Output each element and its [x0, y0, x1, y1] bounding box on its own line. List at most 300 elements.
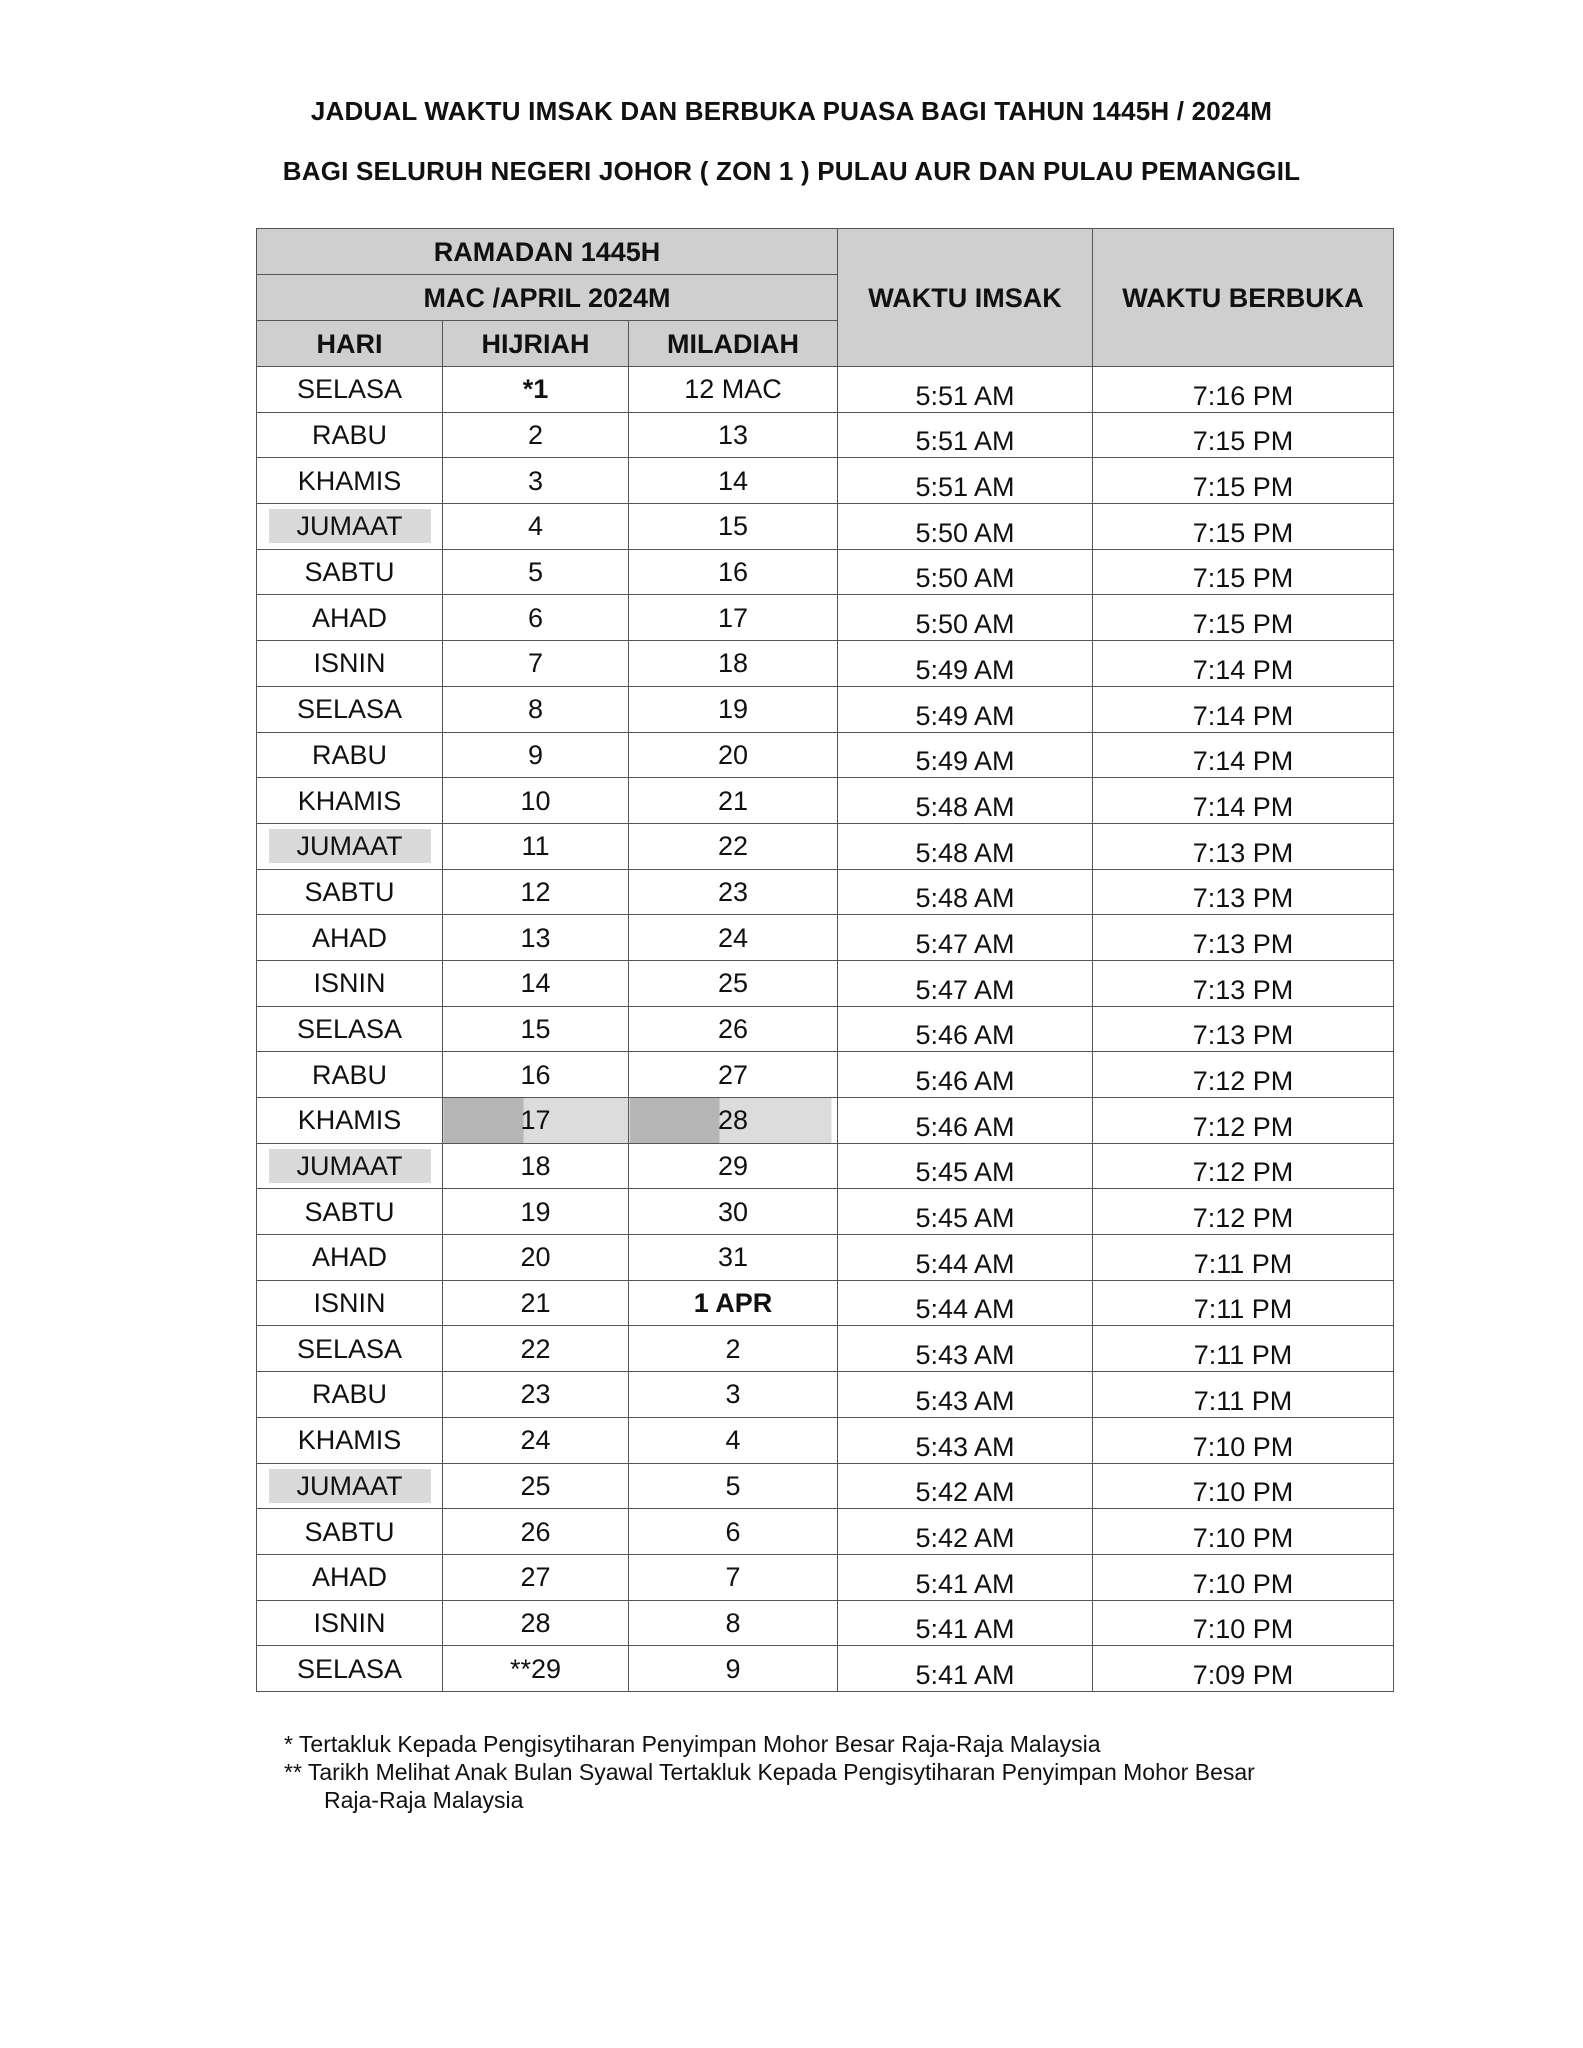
- imsak-value: 5:48 AM: [915, 791, 1015, 822]
- hari-value: SELASA: [296, 1653, 403, 1684]
- cell-miladiah: [629, 367, 838, 413]
- hari-value: KHAMIS: [297, 465, 402, 496]
- cell-hijriah: [443, 641, 629, 687]
- imsak-value: 5:41 AM: [915, 1659, 1015, 1690]
- cell-berbuka: [1093, 823, 1394, 869]
- header-hijriah: HIJRIAH: [443, 321, 629, 367]
- table-row: [257, 1417, 1394, 1463]
- hijriah-value: 27: [520, 1562, 551, 1593]
- cell-hijriah: [443, 549, 629, 595]
- table-row: [257, 1235, 1394, 1281]
- miladiah-value: 22: [717, 831, 749, 862]
- cell-berbuka: [1093, 915, 1394, 961]
- hijriah-value: 22: [520, 1333, 551, 1364]
- miladiah-value: 1 APR: [693, 1288, 773, 1319]
- miladiah-value: 14: [717, 465, 749, 496]
- cell-imsak: [838, 1463, 1093, 1509]
- cell-hari: [257, 1280, 443, 1326]
- hijriah-value: 28: [520, 1607, 551, 1638]
- hari-value: ISNIN: [313, 1288, 386, 1319]
- imsak-value: 5:47 AM: [915, 974, 1015, 1005]
- hari-value: SELASA: [296, 1333, 403, 1364]
- cell-miladiah: [629, 915, 838, 961]
- table-row: [257, 960, 1394, 1006]
- imsak-value: 5:50 AM: [915, 609, 1015, 640]
- table-row: [257, 641, 1394, 687]
- table-row: [257, 1372, 1394, 1418]
- miladiah-value: 23: [717, 876, 749, 907]
- cell-miladiah: [629, 1326, 838, 1372]
- cell-miladiah: [629, 504, 838, 550]
- imsak-value: 5:49 AM: [915, 746, 1015, 777]
- table-row: [257, 1098, 1394, 1144]
- cell-hijriah: [443, 1509, 629, 1555]
- cell-hijriah: [443, 1554, 629, 1600]
- cell-hijriah: [443, 960, 629, 1006]
- cell-imsak: [838, 641, 1093, 687]
- hari-value: RABU: [311, 1379, 387, 1410]
- cell-imsak: [838, 1235, 1093, 1281]
- miladiah-value: 13: [717, 420, 749, 451]
- imsak-value: 5:41 AM: [915, 1614, 1015, 1645]
- cell-hijriah: [443, 1463, 629, 1509]
- cell-imsak: [838, 1006, 1093, 1052]
- header-berbuka: WAKTU BERBUKA: [1093, 229, 1394, 367]
- cell-hari: [257, 1235, 443, 1281]
- cell-berbuka: [1093, 641, 1394, 687]
- hari-value: ISNIN: [313, 968, 386, 999]
- hari-value: AHAD: [311, 1562, 387, 1593]
- cell-berbuka: [1093, 1646, 1394, 1692]
- cell-imsak: [838, 1280, 1093, 1326]
- imsak-value: 5:51 AM: [915, 472, 1015, 503]
- hijriah-value: 21: [520, 1288, 551, 1319]
- imsak-value: 5:48 AM: [915, 837, 1015, 868]
- hari-value: SABTU: [304, 1516, 395, 1547]
- miladiah-value: 27: [717, 1059, 749, 1090]
- hijriah-value: 15: [520, 1013, 551, 1044]
- imsak-value: 5:42 AM: [915, 1477, 1015, 1508]
- miladiah-value: 29: [717, 1151, 749, 1182]
- berbuka-value: 7:11 PM: [1193, 1248, 1293, 1279]
- cell-imsak: [838, 412, 1093, 458]
- cell-imsak: [838, 1372, 1093, 1418]
- imsak-value: 5:50 AM: [915, 517, 1015, 548]
- imsak-value: 5:49 AM: [915, 654, 1015, 685]
- miladiah-value: 8: [725, 1607, 741, 1638]
- imsak-value: 5:43 AM: [915, 1431, 1015, 1462]
- hari-value: KHAMIS: [297, 1105, 402, 1136]
- cell-hari: [257, 1554, 443, 1600]
- hijriah-value: 18: [520, 1151, 551, 1182]
- hijriah-value: 3: [527, 465, 544, 496]
- miladiah-value: 21: [717, 785, 749, 816]
- imsak-value: 5:49 AM: [915, 700, 1015, 731]
- cell-imsak: [838, 1646, 1093, 1692]
- cell-imsak: [838, 960, 1093, 1006]
- table-row: [257, 412, 1394, 458]
- berbuka-value: 7:10 PM: [1192, 1568, 1294, 1599]
- hari-value: SELASA: [296, 1013, 403, 1044]
- cell-imsak: [838, 869, 1093, 915]
- cell-hijriah: [443, 1417, 629, 1463]
- cell-hijriah: [443, 869, 629, 915]
- cell-berbuka: [1093, 367, 1394, 413]
- header-month: MAC /APRIL 2024M: [257, 275, 838, 321]
- cell-imsak: [838, 732, 1093, 778]
- cell-imsak: [838, 1509, 1093, 1555]
- miladiah-value: 19: [717, 694, 749, 725]
- berbuka-value: 7:15 PM: [1192, 426, 1294, 457]
- imsak-value: 5:50 AM: [915, 563, 1015, 594]
- cell-hijriah: [443, 1326, 629, 1372]
- cell-miladiah: [629, 960, 838, 1006]
- cell-hari: [257, 458, 443, 504]
- cell-hari: [257, 1326, 443, 1372]
- berbuka-value: 7:10 PM: [1192, 1477, 1294, 1508]
- cell-miladiah: [629, 1143, 838, 1189]
- table-row: [257, 1326, 1394, 1372]
- berbuka-value: 7:13 PM: [1192, 1020, 1294, 1051]
- cell-miladiah: [629, 1280, 838, 1326]
- table-row: [257, 1463, 1394, 1509]
- cell-berbuka: [1093, 1006, 1394, 1052]
- hijriah-value: 19: [520, 1196, 551, 1227]
- cell-hari: [257, 1098, 443, 1144]
- cell-miladiah: [629, 869, 838, 915]
- cell-hijriah: [443, 1280, 629, 1326]
- cell-imsak: [838, 1143, 1093, 1189]
- imsak-value: 5:51 AM: [915, 380, 1015, 411]
- table-row: [257, 823, 1394, 869]
- miladiah-value: 6: [725, 1516, 741, 1547]
- table-row: [257, 504, 1394, 550]
- cell-imsak: [838, 1554, 1093, 1600]
- cell-imsak: [838, 1052, 1093, 1098]
- cell-hijriah: [443, 504, 629, 550]
- berbuka-value: 7:09 PM: [1192, 1659, 1294, 1690]
- schedule-table: [256, 228, 1394, 1692]
- miladiah-value: 5: [725, 1470, 741, 1501]
- cell-berbuka: [1093, 960, 1394, 1006]
- cell-imsak: [838, 686, 1093, 732]
- table-row: [257, 595, 1394, 641]
- cell-berbuka: [1093, 1417, 1394, 1463]
- cell-hari: [257, 960, 443, 1006]
- imsak-value: 5:46 AM: [915, 1111, 1015, 1142]
- cell-miladiah: [629, 458, 838, 504]
- miladiah-value: 24: [717, 922, 749, 953]
- cell-berbuka: [1093, 1052, 1394, 1098]
- cell-hari: [257, 549, 443, 595]
- berbuka-value: 7:10 PM: [1192, 1431, 1294, 1462]
- hijriah-value: 2: [527, 420, 544, 451]
- cell-hijriah: [443, 1006, 629, 1052]
- berbuka-value: 7:12 PM: [1192, 1066, 1294, 1096]
- berbuka-value: 7:13 PM: [1192, 974, 1294, 1005]
- cell-miladiah: [629, 1372, 838, 1418]
- table-row: [257, 1006, 1394, 1052]
- hari-value: JUMAAT: [269, 509, 431, 543]
- cell-miladiah: [629, 1189, 838, 1235]
- cell-miladiah: [629, 1235, 838, 1281]
- table-row: [257, 869, 1394, 915]
- cell-hijriah: [443, 1189, 629, 1235]
- hijriah-value: 26: [520, 1516, 551, 1547]
- cell-miladiah: [629, 595, 838, 641]
- cell-imsak: [838, 915, 1093, 961]
- berbuka-value: 7:11 PM: [1193, 1294, 1293, 1325]
- cell-hijriah: [443, 367, 629, 413]
- cell-berbuka: [1093, 549, 1394, 595]
- cell-miladiah: [629, 641, 838, 687]
- cell-hari: [257, 778, 443, 824]
- cell-imsak: [838, 1098, 1093, 1144]
- cell-berbuka: [1093, 1098, 1394, 1144]
- hari-value: SABTU: [304, 1196, 395, 1227]
- footnote-1: * Tertakluk Kepada Pengisytiharan Penyimpan Mohor Besar Raja-Raja Malaysia: [284, 1731, 1101, 1757]
- cell-miladiah: [629, 1098, 838, 1144]
- hari-value: ISNIN: [313, 648, 386, 679]
- berbuka-value: 7:13 PM: [1192, 883, 1294, 914]
- cell-hari: [257, 504, 443, 550]
- hijriah-value: 23: [520, 1379, 551, 1410]
- cell-berbuka: [1093, 869, 1394, 915]
- imsak-value: 5:45 AM: [915, 1157, 1015, 1188]
- hari-value: AHAD: [311, 602, 387, 633]
- imsak-value: 5:44 AM: [915, 1248, 1015, 1279]
- cell-hijriah: [443, 595, 629, 641]
- table-row: [257, 1600, 1394, 1646]
- cell-imsak: [838, 595, 1093, 641]
- imsak-value: 5:46 AM: [915, 1066, 1015, 1096]
- miladiah-value: 17: [717, 602, 749, 633]
- berbuka-value: 7:15 PM: [1192, 517, 1294, 548]
- hari-value: JUMAAT: [269, 1469, 431, 1503]
- cell-berbuka: [1093, 1143, 1394, 1189]
- berbuka-value: 7:12 PM: [1192, 1111, 1294, 1142]
- berbuka-value: 7:15 PM: [1192, 609, 1294, 640]
- header-ramadan: RAMADAN 1445H: [257, 229, 838, 275]
- cell-hijriah: [443, 1143, 629, 1189]
- hari-value: SELASA: [296, 694, 403, 725]
- cell-berbuka: [1093, 1509, 1394, 1555]
- miladiah-value: 18: [717, 648, 749, 679]
- cell-miladiah: [629, 549, 838, 595]
- cell-hari: [257, 1143, 443, 1189]
- cell-hijriah: [443, 1098, 629, 1144]
- cell-imsak: [838, 1189, 1093, 1235]
- cell-hari: [257, 595, 443, 641]
- hijriah-value: 11: [521, 831, 550, 862]
- cell-hijriah: [443, 1600, 629, 1646]
- cell-imsak: [838, 1600, 1093, 1646]
- table-row: [257, 367, 1394, 413]
- hari-value: JUMAAT: [269, 829, 431, 863]
- cell-berbuka: [1093, 1280, 1394, 1326]
- cell-miladiah: [629, 1509, 838, 1555]
- cell-hijriah: [443, 732, 629, 778]
- cell-imsak: [838, 823, 1093, 869]
- cell-berbuka: [1093, 504, 1394, 550]
- berbuka-value: 7:11 PM: [1193, 1340, 1293, 1371]
- cell-hijriah: [443, 1052, 629, 1098]
- hari-value: KHAMIS: [297, 1425, 402, 1456]
- cell-miladiah: [629, 1052, 838, 1098]
- miladiah-value: 4: [725, 1425, 741, 1456]
- miladiah-value: 30: [717, 1196, 749, 1227]
- cell-hari: [257, 869, 443, 915]
- cell-hijriah: [443, 686, 629, 732]
- cell-hari: [257, 732, 443, 778]
- hijriah-value: 13: [520, 922, 551, 953]
- imsak-value: 5:47 AM: [915, 928, 1015, 959]
- cell-miladiah: [629, 1463, 838, 1509]
- berbuka-value: 7:13 PM: [1192, 837, 1294, 868]
- cell-imsak: [838, 1417, 1093, 1463]
- footnotes: [284, 1730, 1255, 1814]
- berbuka-value: 7:12 PM: [1192, 1157, 1294, 1188]
- table-row: [257, 732, 1394, 778]
- cell-berbuka: [1093, 1372, 1394, 1418]
- cell-miladiah: [629, 1417, 838, 1463]
- cell-miladiah: [629, 412, 838, 458]
- cell-berbuka: [1093, 595, 1394, 641]
- hari-value: SELASA: [296, 374, 403, 405]
- miladiah-value: 16: [717, 557, 749, 588]
- cell-berbuka: [1093, 1600, 1394, 1646]
- header-imsak: WAKTU IMSAK: [838, 229, 1093, 367]
- berbuka-value: 7:13 PM: [1192, 928, 1294, 959]
- miladiah-value: 2: [725, 1333, 741, 1364]
- cell-hari: [257, 1417, 443, 1463]
- hari-value: KHAMIS: [297, 785, 402, 816]
- hari-value: SABTU: [304, 557, 395, 588]
- cell-hari: [257, 915, 443, 961]
- cell-hari: [257, 1006, 443, 1052]
- imsak-value: 5:46 AM: [915, 1020, 1015, 1051]
- cell-imsak: [838, 458, 1093, 504]
- miladiah-value: 28: [717, 1105, 749, 1136]
- cell-berbuka: [1093, 732, 1394, 778]
- document-title: JADUAL WAKTU IMSAK DAN BERBUKA PUASA BAGI TAHUN 1445H / 2024M: [310, 96, 1273, 126]
- cell-berbuka: [1093, 1235, 1394, 1281]
- table-row: [257, 458, 1394, 504]
- cell-miladiah: [629, 1554, 838, 1600]
- cell-hari: [257, 1052, 443, 1098]
- cell-hari: [257, 823, 443, 869]
- table-row: [257, 778, 1394, 824]
- imsak-value: 5:51 AM: [915, 426, 1015, 457]
- table-row: [257, 1189, 1394, 1235]
- header-hari: HARI: [257, 321, 443, 367]
- cell-berbuka: [1093, 1326, 1394, 1372]
- header-miladiah: MILADIAH: [629, 321, 838, 367]
- document-subtitle: BAGI SELURUH NEGERI JOHOR ( ZON 1 ) PULAU AUR DAN PULAU PEMANGGIL: [282, 156, 1301, 186]
- footnote-2: ** Tarikh Melihat Anak Bulan Syawal Tertakluk Kepada Pengisytiharan Penyimpan Mohor Besar: [284, 1759, 1255, 1785]
- cell-hari: [257, 1189, 443, 1235]
- table-row: [257, 1554, 1394, 1600]
- table-row: [257, 549, 1394, 595]
- cell-berbuka: [1093, 1554, 1394, 1600]
- imsak-value: 5:48 AM: [915, 883, 1015, 914]
- imsak-value: 5:41 AM: [915, 1568, 1015, 1599]
- miladiah-value: 20: [717, 739, 749, 770]
- imsak-value: 5:44 AM: [915, 1294, 1015, 1325]
- cell-miladiah: [629, 778, 838, 824]
- imsak-value: 5:42 AM: [915, 1522, 1015, 1553]
- hari-value: AHAD: [311, 1242, 387, 1273]
- cell-berbuka: [1093, 1189, 1394, 1235]
- cell-imsak: [838, 778, 1093, 824]
- table-row: [257, 686, 1394, 732]
- table-row: [257, 1280, 1394, 1326]
- cell-miladiah: [629, 823, 838, 869]
- berbuka-value: 7:10 PM: [1192, 1522, 1294, 1553]
- berbuka-value: 7:14 PM: [1192, 700, 1294, 731]
- schedule-body: [257, 367, 1394, 1692]
- footnote-2-continued: Raja-Raja Malaysia: [324, 1787, 524, 1813]
- cell-hijriah: [443, 1372, 629, 1418]
- berbuka-value: 7:15 PM: [1192, 563, 1294, 594]
- berbuka-value: 7:14 PM: [1192, 654, 1294, 685]
- cell-miladiah: [629, 1600, 838, 1646]
- miladiah-value: 25: [717, 968, 749, 999]
- cell-berbuka: [1093, 1463, 1394, 1509]
- hijriah-value: 16: [520, 1059, 551, 1090]
- berbuka-value: 7:10 PM: [1192, 1614, 1294, 1645]
- table-row: [257, 915, 1394, 961]
- hijriah-value: 10: [520, 785, 551, 816]
- hari-value: AHAD: [311, 922, 387, 953]
- hijriah-value: 7: [527, 648, 544, 679]
- imsak-value: 5:43 AM: [915, 1340, 1015, 1371]
- table-row: [257, 1509, 1394, 1555]
- berbuka-value: 7:15 PM: [1192, 472, 1294, 503]
- berbuka-value: 7:16 PM: [1192, 380, 1294, 411]
- hijriah-value: 9: [527, 739, 544, 770]
- cell-hijriah: [443, 1235, 629, 1281]
- hijriah-value: *1: [522, 374, 549, 405]
- cell-hari: [257, 367, 443, 413]
- hijriah-value: 17: [520, 1105, 551, 1136]
- cell-hari: [257, 1463, 443, 1509]
- hijriah-value: **29: [509, 1653, 562, 1684]
- hari-value: SABTU: [304, 876, 395, 907]
- hijriah-value: 4: [527, 511, 544, 542]
- berbuka-value: 7:12 PM: [1192, 1203, 1294, 1234]
- cell-hari: [257, 1646, 443, 1692]
- cell-hijriah: [443, 823, 629, 869]
- cell-hari: [257, 1372, 443, 1418]
- hijriah-value: 5: [527, 557, 544, 588]
- hijriah-value: 6: [527, 602, 544, 633]
- cell-miladiah: [629, 732, 838, 778]
- berbuka-value: 7:14 PM: [1192, 746, 1294, 777]
- cell-berbuka: [1093, 686, 1394, 732]
- miladiah-value: 26: [717, 1013, 749, 1044]
- berbuka-value: 7:14 PM: [1192, 791, 1294, 822]
- table-row: [257, 1052, 1394, 1098]
- cell-miladiah: [629, 1006, 838, 1052]
- hijriah-value: 24: [520, 1425, 551, 1456]
- hari-value: RABU: [311, 1059, 387, 1090]
- cell-berbuka: [1093, 778, 1394, 824]
- miladiah-value: 12 MAC: [684, 374, 782, 405]
- miladiah-value: 3: [725, 1379, 741, 1410]
- table-row: [257, 1143, 1394, 1189]
- hijriah-value: 14: [520, 968, 551, 999]
